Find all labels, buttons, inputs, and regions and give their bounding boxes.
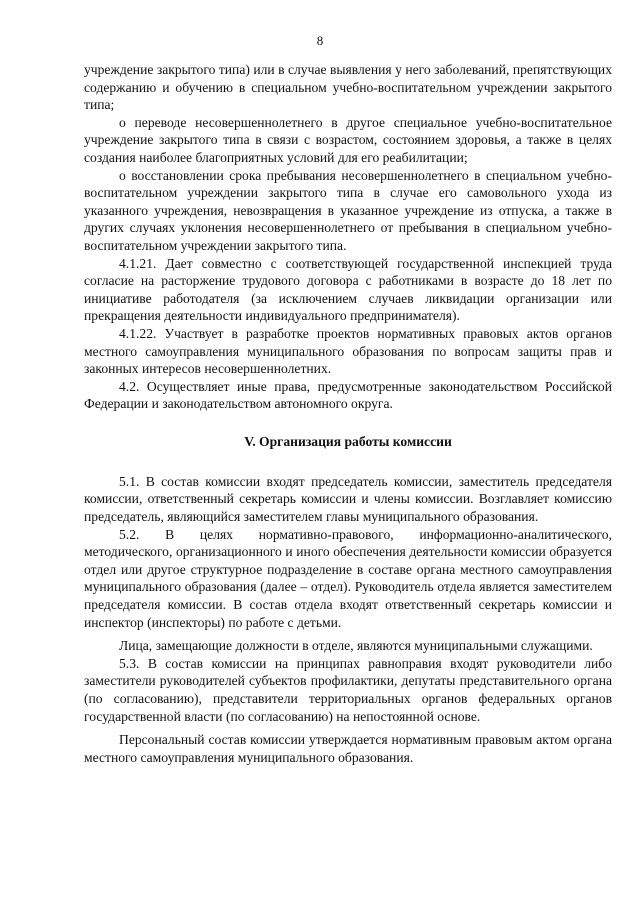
section-heading: V. Организация работы комиссии [244,433,452,449]
paragraph-transfer: о переводе несовершеннолетнего в другое специальное учебно-воспитательное учреждение закрытого типа в связи с возрастом, состоянием здоровья, а также в целях создания наиболее благоприятных условий для его реабилитации; [84,114,612,165]
paragraph-continuation: учреждение закрытого типа) или в случае выявления у него заболеваний, препятствующих содержанию и обучению в специальном учебно-воспитательном учреждении закрытого типа; [84,62,612,113]
paragraph-5-2: 5.2. В целях нормативно-правового, информационно-аналитического, методического, организационного и иного обеспечения деятельности комиссии образуется отдел или другое структурное подразделение в составе органа местного самоуправления муниципального образования (далее – отдел). Руководитель отдела является заместителем председателя комиссии. В состав отдела входят ответственный секретарь комиссии и инспектор (инспекторы) по работе с детьми. [84,526,612,630]
paragraph-personal-composition: Персональный состав комиссии утверждается нормативным правовым актом органа местного самоуправления муниципального образования. [84,732,612,765]
paragraph-4-2: 4.2. Осуществляет иные права, предусмотренные законодательством Российской Федерации и законодательством автономного округа. [84,378,612,412]
document-body [84,61,612,766]
paragraph-5-1: 5.1. В состав комиссии входят председатель комиссии, заместитель председателя комиссии, ответственный секретарь комиссии и члены комиссии. Возглавляет комиссию председатель, являющийся заместителем главы муниципального образования. [84,473,612,525]
paragraph-5-3: 5.3. В состав комиссии на принципах равноправия входят руководители либо заместители руководителей субъектов профилактики, депутаты представительного органа (по согласованию), представители территориальных органов федеральных органов государственной власти (по согласованию) на непостоянной основе. [84,655,612,724]
paragraph-4-1-22: 4.1.22. Участвует в разработке проектов нормативных правовых актов органов местного самоуправления муниципального образования по вопросам защиты прав и законных интересов несовершеннолетних. [84,325,612,377]
page-number: 8 [316,33,324,48]
paragraph-municipal-servants: Лица, замещающие должности в отделе, являются муниципальными служащими. [119,638,593,654]
paragraph-restore-term: о восстановлении срока пребывания несовершеннолетнего в специальном учебно-воспитательном учреждении закрытого типа в случае его самовольного ухода из указанного учреждения, невозвращения в указанное учреждение из отпуска, а также в других случаях уклонения несовершеннолетнего от пребывания в специальном учебно-воспитательном учреждении закрытого типа. [84,167,612,253]
paragraph-4-1-21: 4.1.21. Дает совместно с соответствующей государственной инспекцией труда согласие на расторжение трудового договора с работниками в возрасте до 18 лет по инициативе работодателя (за исключением случаев ликвидации организации или прекращения деятельности индивидуального предпринимателя). [84,255,612,324]
